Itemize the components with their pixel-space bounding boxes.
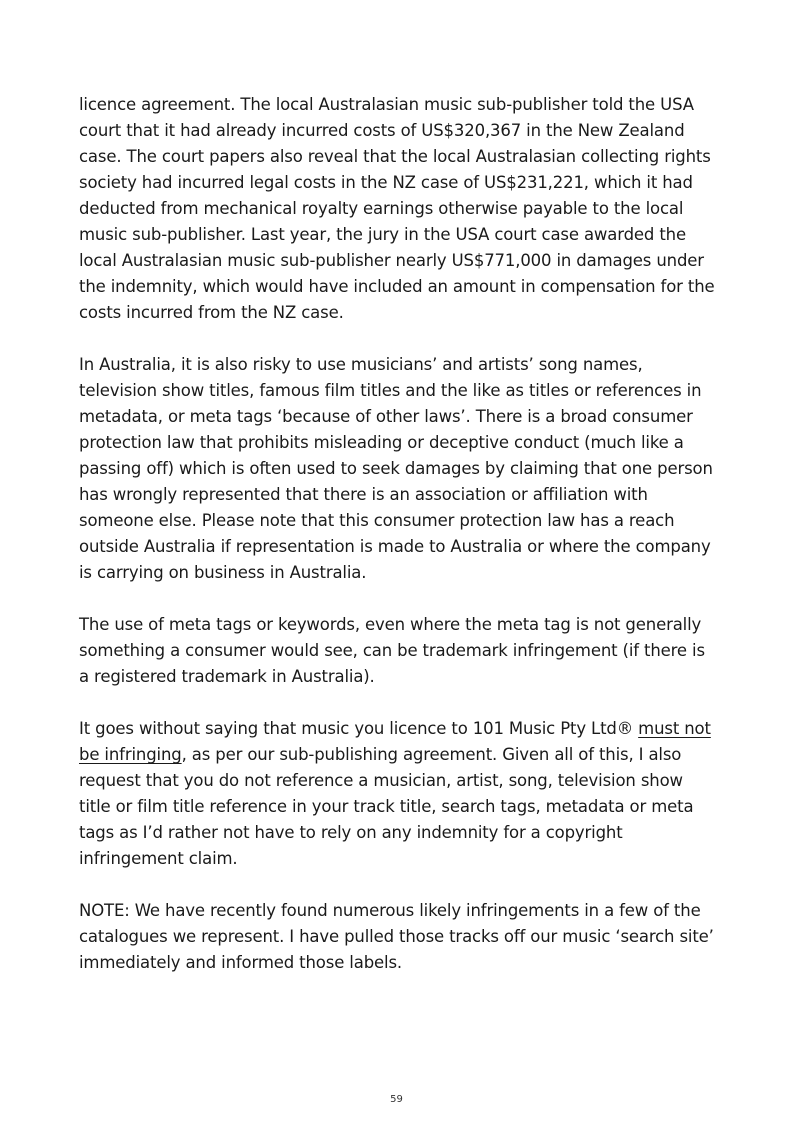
paragraph-licence-request-end: , as per our sub-publishing agreement. Given all of this, I also request that you do not reference a musician, artist, song, television show title or film title reference in your track title, search tags, metadata or meta tags as I’d rather not have to rely on any indemnity for a copyright infringement claim. — [79, 745, 694, 868]
page-number: 59 — [390, 1094, 403, 1105]
paragraph-licence-request-start: It goes without saying that music you licence to 101 Music Pty Ltd® — [79, 719, 639, 738]
paragraph-meta-tags-trademark: The use of meta tags or keywords, even where the meta tag is not generally something a consumer would see, can be trademark infringement (if there is a registered trademark in Australia). — [79, 615, 705, 686]
document-body — [79, 92, 719, 1002]
paragraph-note: NOTE: We have recently found numerous likely infringements in a few of the catalogues we represent. I have pulled those tracks off our music ‘search site’ immediately and informed those labels. — [79, 901, 714, 972]
emphasis-must-not-be-infringing: must not be infringing — [79, 719, 711, 764]
paragraph-licence-request — [79, 716, 719, 872]
paragraph-consumer-protection: In Australia, it is also risky to use musicians’ and artists’ song names, television show titles, famous film titles and the like as titles or references in metadata, or meta tags ‘because of other laws’. There is a broad consumer protection law that prohibits misleading or deceptive conduct (much like a passing off) which is often used to seek damages by claiming that one person has wrongly represented that there is an association or affiliation with someone else. Please note that this consumer protection law has a reach outside Australia if representation is made to Australia or where the company is carrying on business in Australia. — [79, 355, 713, 582]
paragraph-indemnity-costs: licence agreement. The local Australasian music sub-publisher told the USA court that it had already incurred costs of US$320,367 in the New Zealand case. The court papers also reveal that the local Australasian collecting rights society had incurred legal costs in the NZ case of US$231,221, which it had deducted from mechanical royalty earnings otherwise payable to the local music sub-publisher. Last year, the jury in the USA court case awarded the local Australasian music sub-publisher nearly US$771,000 in damages under the indemnity, which would have included an amount in compensation for the costs incurred from the NZ case. — [79, 95, 715, 322]
